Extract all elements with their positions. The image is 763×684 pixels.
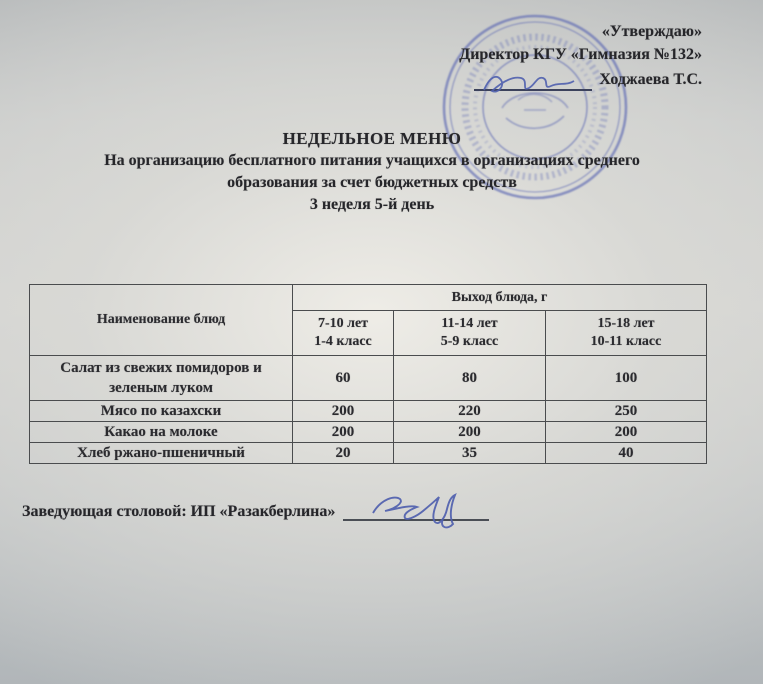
approval-director-line: Директор КГУ «Гимназия №132» — [459, 46, 702, 63]
dish-name: Хлеб ржано-пшеничный — [30, 443, 293, 464]
title-week-day: 3 неделя 5-й день — [309, 196, 435, 213]
column-header-age-1 — [293, 311, 394, 356]
dish-weight: 35 — [394, 443, 546, 464]
table-header-row-1 — [30, 285, 707, 311]
dish-weight: 220 — [394, 401, 546, 422]
director-signature-row — [459, 67, 702, 91]
table-row — [30, 401, 707, 422]
dish-weight: 200 — [394, 422, 546, 443]
dish-weight: 20 — [293, 443, 394, 464]
age-range: 15-18 лет — [597, 316, 655, 331]
dish-weight: 80 — [394, 356, 546, 401]
dish-name: Какао на молоке — [30, 422, 293, 443]
director-signature-icon — [474, 67, 592, 91]
title-main: НЕДЕЛЬНОЕ МЕНЮ — [282, 129, 462, 148]
title-line-2: На организацию бесплатного питания учащихся в организациях среднего — [104, 152, 640, 169]
column-header-age-3 — [546, 311, 707, 356]
table-row — [30, 422, 707, 443]
dish-weight: 200 — [293, 401, 394, 422]
dish-weight: 60 — [293, 356, 394, 401]
column-header-age-2 — [394, 311, 546, 356]
table-row — [30, 443, 707, 464]
dish-name: Мясо по казахски — [30, 401, 293, 422]
dish-name: Салат из свежих помидоров и зеленым луком — [30, 356, 293, 401]
table-row — [30, 356, 707, 401]
dish-weight: 40 — [546, 443, 707, 464]
menu-table — [29, 284, 707, 464]
grade-range: 5-9 класс — [440, 334, 499, 349]
column-group-header-output: Выход блюда, г — [293, 285, 707, 311]
title-line-3: образования за счет бюджетных средств — [227, 174, 517, 191]
column-header-dish-name: Наименование блюд — [30, 285, 293, 356]
age-range: 7-10 лет — [317, 316, 369, 331]
dish-weight: 200 — [293, 422, 394, 443]
footer-signature-row — [22, 499, 489, 521]
dish-weight: 250 — [546, 401, 707, 422]
footer-label: Заведующая столовой: ИП «Разакберлина» — [22, 503, 336, 520]
grade-range: 10-11 класс — [590, 334, 662, 349]
dish-weight: 100 — [546, 356, 707, 401]
manager-signature-icon — [343, 499, 489, 521]
director-name: Ходжаева Т.С. — [599, 71, 702, 88]
dish-weight: 200 — [546, 422, 707, 443]
age-range: 11-14 лет — [441, 316, 498, 331]
document-title-block — [6, 128, 738, 216]
grade-range: 1-4 класс — [314, 334, 372, 349]
approval-block — [459, 20, 702, 91]
approval-word: «Утверждаю» — [601, 23, 702, 40]
